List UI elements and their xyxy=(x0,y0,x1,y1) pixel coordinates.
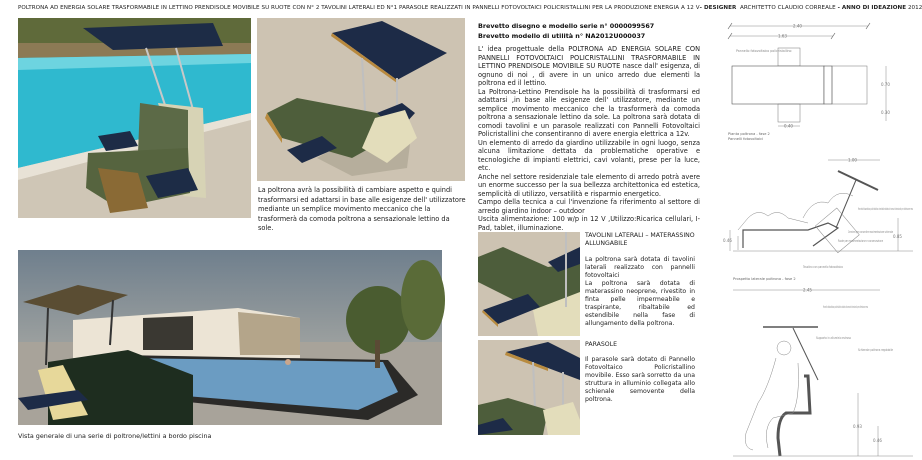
side-drawing xyxy=(723,158,913,293)
header-title: POLTRONA AD ENERGIA SOLARE TRASFORMABILE IN LETTINO PRENDISOLE MOVIBILE SU RUOTE CON N° 2 TAVOLINI LATERALI ED N°1 PARASOLE REALIZZATI IN PANNELLI FOTOVOLTAICI POLICRISTALLINI PER LA PRODUZIONE ENERGIA A 12 V xyxy=(18,5,700,11)
section-title-side-tables: TAVOLINI LATERALI – MATERASSINO ALLUNGABILE xyxy=(585,232,695,247)
side-title: Prospetto laterale poltrona - fase 2 xyxy=(733,277,796,281)
side-dim-top: 1.00 xyxy=(848,157,857,163)
side-note-panel: Pannello fotovoltaico policristallino orientabile dotato di sensori direzionali per ottimizzare resa xyxy=(858,207,914,211)
description-p3: Un elemento di arredo da giardino utilizzabile in ogni luogo, senza alcuna limitazione dettata da problematiche operative e tecnologiche di impianti elettrici, cavi volanti, prese per la luce, etc. xyxy=(478,138,700,172)
front-note-support: Supporto in alluminio estruso xyxy=(816,336,852,340)
technical-drawings xyxy=(708,18,920,460)
caption-transform: La poltrona avrà la possibilità di cambiare aspetto e quindi trasformarsi ed adattarsi in base alle esigenze dell' utilizzatore mediante un semplice movimento meccanico che la trasformerà da comoda poltrona a sensazionale lettino da sole. xyxy=(258,186,466,232)
front-dim-seat: 0.46 xyxy=(873,438,882,443)
year-value: 2012 xyxy=(907,5,922,11)
description-p1-rest: nasce dall' esigenza, di ognuno di noi , di avere in un unico arredo due elementi la poltrona ed il lettino. xyxy=(478,62,700,87)
side-dim-length: 2.45 xyxy=(803,287,812,293)
photo-side-tables xyxy=(478,232,580,336)
project-description xyxy=(478,45,700,232)
side-tables-p2: La poltrona sarà dotata di materassino neoprene, rivestito in finta pelle impermeabile e traspirante, ribaltabile ed estendibile nella fase di allungamento della poltrona. xyxy=(585,280,695,327)
plan-note-panels: Pannello fotovoltaico policristallino xyxy=(736,49,792,53)
side-dim-height: 0.85 xyxy=(893,234,902,239)
plan-title: Pianta poltrona - fase 2 xyxy=(728,132,770,136)
plan-dim-total: 2.40 xyxy=(793,23,802,29)
side-note-hinge: Cerniera per consentire movimentazione schienale xyxy=(848,230,894,234)
plan-subtitle: Pannelli fotovoltaici xyxy=(728,137,764,141)
description-p1 xyxy=(478,45,700,88)
patent-utility: Brevetto modello di utilità n° NA2012U000037 xyxy=(478,32,646,40)
plan-dim-seat: 1.63 xyxy=(778,33,787,39)
front-note-panel: Pannello fotovoltaico policristallino dotato di sensori direzionali per ottimizzare resa xyxy=(823,305,869,309)
side-dim-seat: 0.46 xyxy=(723,238,732,243)
description-p6: Uscita alimentazione: 100 w/p in 12 V ,Utilizzo:Ricarica cellulari, I-Pad, tablet, illuminazione. xyxy=(478,215,700,232)
side-tables-p1: La poltrona sarà dotata di tavolini laterali realizzato con pannelli fotovoltaici xyxy=(585,256,695,279)
front-dim-height: 0.93 xyxy=(853,424,862,429)
description-p2: La Poltrona-Lettino Prendisole ha la possibilità di trasformarsi ed adattarsi ,in base alle esigenze dell' utilizzatore, mediante un semplice movimento meccanico che la trasformerà da comoda poltrona a sensazionale lettino da sole. La poltrona sarà dotata di comodi tavolini e un parasole realizzati con Pannelli Fotovoltaici Policristallini che consentiranno di avere energia elettrica a 12v. xyxy=(478,87,700,138)
designer-name: ARCHITETTO CLAUDIO CORREALE xyxy=(740,5,836,11)
plan-dim-table: 0.40 xyxy=(784,123,793,129)
patent-design: Brevetto disegno e modello serie n° 0000099567 xyxy=(478,22,655,30)
description-p4: Anche nel settore residenziale tale elemento di arredo potrà avere un enorme successo per la sua bellezza architettonica ed estetica, semplicità di utilizzo, versatilità e risparmio energetico. xyxy=(478,172,700,198)
parasol-p1: Il parasole sarà dotato di Pannello Fotovoltaico Policristallino movibile. Esso sarà sorretto da una struttura in alluminio collegata allo schienale semovente della poltrona. xyxy=(585,356,695,403)
page-header xyxy=(18,5,922,11)
photo-villa-view xyxy=(18,250,442,425)
photo-poolside-armchair xyxy=(18,18,251,218)
year-label: - ANNO DI IDEAZIONE xyxy=(837,5,907,11)
front-note-backrest: Schienale poltrona regolabile xyxy=(858,348,894,352)
photo-lounger-render xyxy=(257,18,465,181)
plan-drawing xyxy=(728,23,890,141)
section-body-side-tables xyxy=(585,256,695,328)
photo-parasol xyxy=(478,340,580,435)
description-p5: Campo della tecnica a cui l'invenzione fa riferimento al settore di arredo giardino indoor – outdoor xyxy=(478,198,700,215)
description-lead: L' idea progettuale della POLTRONA AD ENERGIA SOLARE CON PANNELLI FOTOVOLTAICI POLICRISTALLINI TRASFORMABILE IN LETTINO PRENDISOLE MOVIBILE SU RUOTE xyxy=(478,45,700,70)
plan-dim-width: 0.70 xyxy=(881,82,890,87)
caption-general-view: Vista generale di una serie di poltrone/lettini a bordo piscina xyxy=(18,432,212,440)
side-note-table: Tavolino con pannello fotovoltaico xyxy=(802,265,844,269)
side-note-wheels: Ruote per movimentazione e conservazione xyxy=(838,239,884,243)
designer-label: - DESIGNER xyxy=(699,5,737,11)
plan-dim-small: 0.30 xyxy=(881,110,890,115)
section-title-parasol: PARASOLE xyxy=(585,341,618,348)
front-drawing xyxy=(733,305,913,456)
section-body-parasol xyxy=(585,356,695,404)
